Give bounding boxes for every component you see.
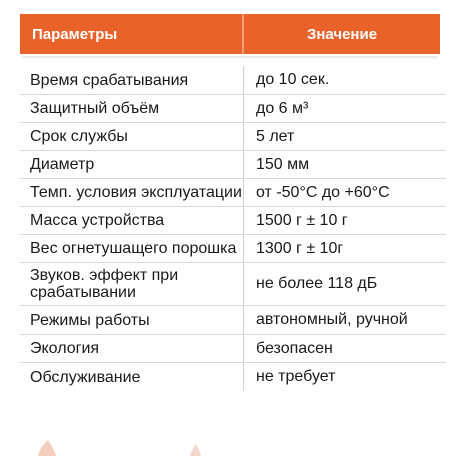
decorative-fragment-center	[180, 438, 210, 456]
table-row	[20, 179, 446, 207]
value-cell: не более 118 дБ	[256, 275, 378, 292]
table-row	[20, 235, 446, 263]
param-cell: Диаметр	[20, 151, 244, 178]
table-row	[20, 207, 446, 235]
value-cell: от -50°С до +60°С	[256, 183, 390, 201]
value-cell: 5 лет	[256, 127, 295, 145]
value-cell: до 10 сек.	[256, 71, 330, 88]
specs-table	[20, 66, 446, 391]
table-row	[20, 66, 446, 95]
param-cell: Срок службы	[20, 123, 244, 150]
value-cell: 1500 г ± 10 г	[256, 211, 348, 229]
table-row	[20, 263, 446, 306]
table-header	[20, 14, 440, 54]
param-cell: Режимы работы	[20, 306, 244, 334]
value-cell: автономный, ручной	[256, 311, 408, 328]
param-cell: Масса устройства	[20, 207, 244, 234]
value-cell: 150 мм	[256, 155, 310, 173]
table-row	[20, 151, 446, 179]
header-parameters: Параметры	[32, 25, 118, 43]
table-row	[20, 95, 446, 123]
value-cell: не требует	[256, 368, 336, 385]
header-value: Значение	[306, 25, 378, 43]
table-row	[20, 123, 446, 151]
param-cell: Время срабатывания	[20, 66, 244, 94]
param-cell: Темп. условия эксплуатации	[20, 179, 244, 206]
table-row	[20, 335, 446, 363]
header-shadow	[22, 56, 438, 60]
value-cell: безопасен	[256, 339, 333, 357]
param-cell: Обслуживание	[20, 363, 244, 391]
value-cell: до 6 м³	[256, 99, 309, 117]
table-row	[20, 306, 446, 335]
value-cell: 1300 г ± 10г	[256, 239, 344, 257]
decorative-fragment-left	[30, 438, 70, 456]
param-cell: Звуков. эффект при срабатывании	[20, 263, 244, 305]
param-cell: Защитный объём	[20, 95, 244, 122]
table-row	[20, 363, 446, 391]
param-cell: Вес огнетушащего порошка	[20, 235, 244, 262]
param-cell: Экология	[20, 335, 244, 362]
